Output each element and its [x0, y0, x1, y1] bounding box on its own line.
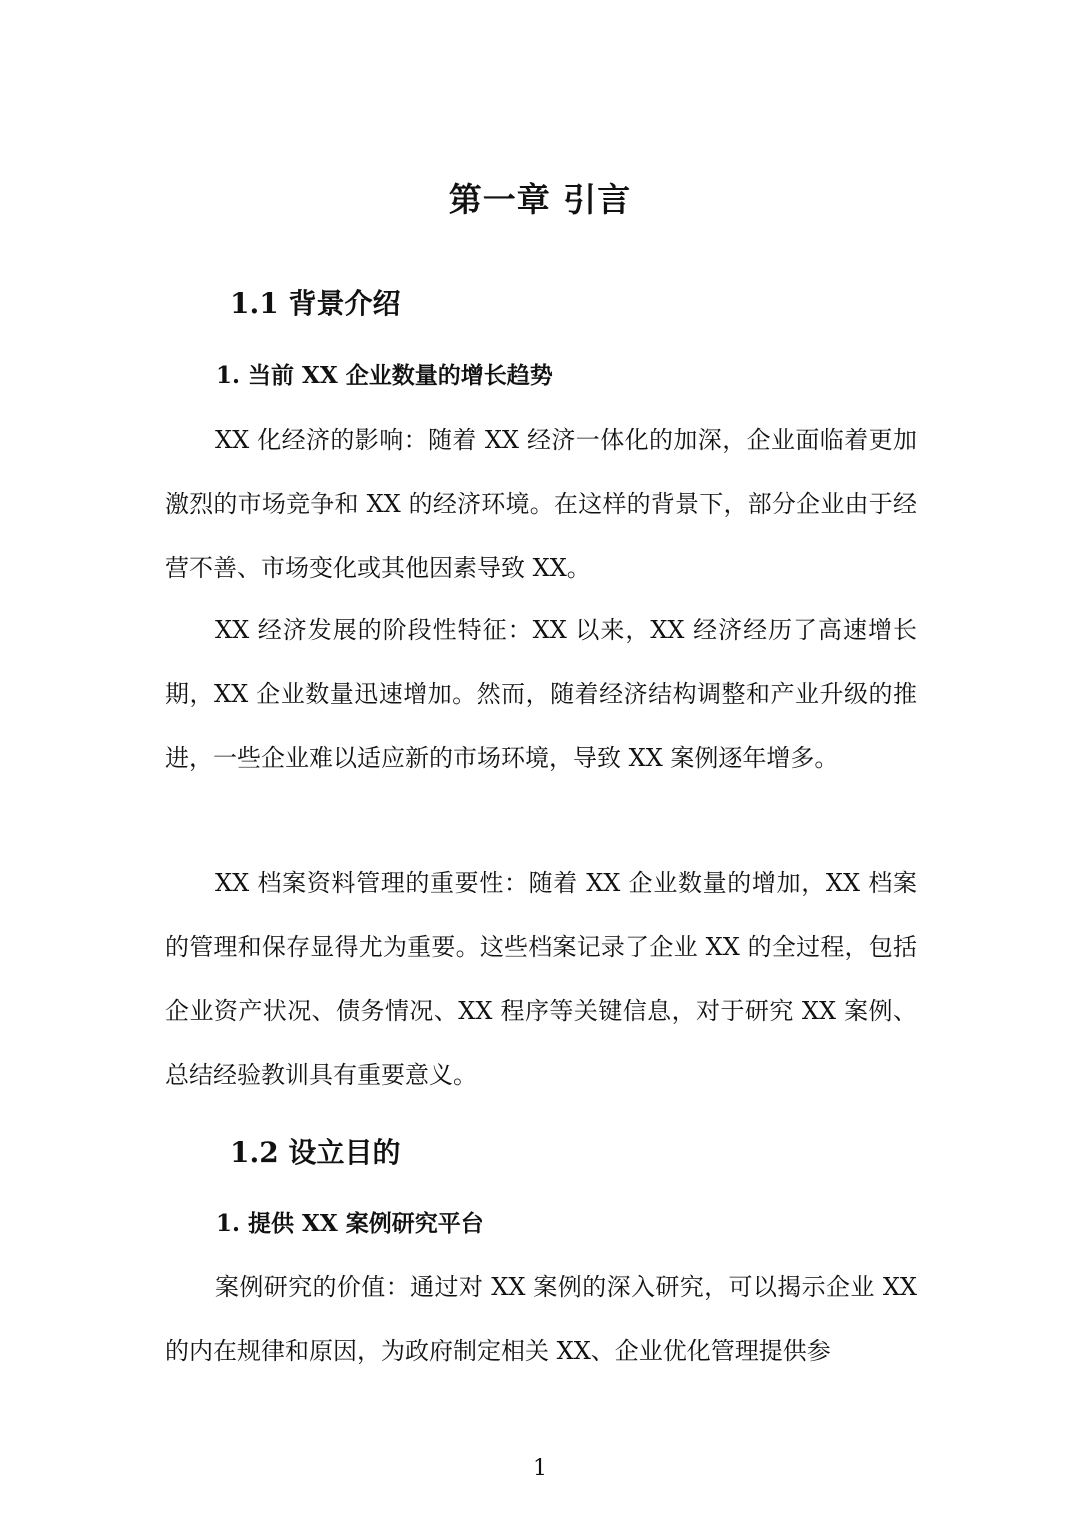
- chapter-title: 第一章 引言: [448, 180, 632, 219]
- page-number: 1: [533, 1456, 547, 1481]
- subheading-growth-trend: 1. 当前 XX 企业数量的增长趋势: [216, 362, 553, 389]
- section-heading-1-2: 1.2 设立目的: [230, 1136, 401, 1169]
- paragraph-economic-impact: XX 化经济的影响：随着 XX 经济一体化的加深，企业面临着更加激烈的市场竞争和 XX 的经济环境。在这样的背景下，部分企业由于经营不善、市场变化或其他因素导致 XX。: [165, 426, 917, 582]
- subheading-case-platform: 1. 提供 XX 案例研究平台: [216, 1210, 484, 1237]
- paragraph-case-study-value: 案例研究的价值：通过对 XX 案例的深入研究，可以揭示企业 XX 的内在规律和原因，为政府制定相关 XX、企业优化管理提供参: [165, 1273, 917, 1365]
- section-heading-1-1: 1.1 背景介绍: [230, 287, 401, 320]
- paragraph-development-stage: XX 经济发展的阶段性特征：XX 以来，XX 经济经历了高速增长期，XX 企业数量迅速增加。然而，随着经济结构调整和产业升级的推进，一些企业难以适应新的市场环境，导致 XX 案例逐年增多。: [165, 616, 917, 772]
- paragraph-archive-importance: XX 档案资料管理的重要性：随着 XX 企业数量的增加，XX 档案的管理和保存显得尤为重要。这些档案记录了企业 XX 的全过程，包括企业资产状况、债务情况、XX 程序等关键信息，对于研究 XX 案例、总结经验教训具有重要意义。: [165, 869, 917, 1089]
